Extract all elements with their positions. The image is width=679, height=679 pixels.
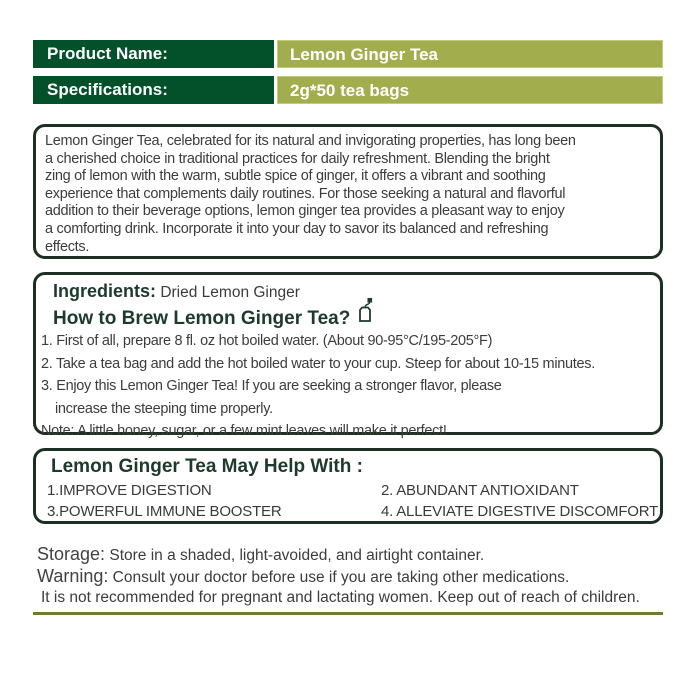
- description-line: a cherished choice in traditional practices for daily refreshment. Blending the bright: [45, 150, 550, 167]
- benefit-item-3: 3.POWERFUL IMMUNE BOOSTER: [47, 503, 282, 520]
- description-line: addition to their beverage options, lemon ginger tea provides a pleasant way to enjoy: [45, 203, 565, 220]
- brew-step-3: 3. Enjoy this Lemon Ginger Tea! If you are seeking a stronger flavor, please: [41, 378, 502, 395]
- benefit-item-4: 4. ALLEVIATE DIGESTIVE DISCOMFORT: [381, 503, 659, 520]
- specifications-row: [33, 76, 663, 104]
- description-box: [33, 124, 663, 259]
- description-line: a comforting drink. Incorporate it into your day to savor its balanced and refreshing: [45, 220, 549, 237]
- how-to-brew-heading: [41, 304, 654, 330]
- specifications-label: Specifications:: [33, 76, 274, 104]
- spec-table: [33, 40, 663, 104]
- product-name-value: Lemon Ginger Tea: [277, 40, 663, 68]
- description-line: zing of lemon with the warm, subtle spice of ginger, it offers a vibrant and soothing: [45, 168, 546, 185]
- description-line: experience that complements daily routines. For those seeking a natural and flavorful: [45, 185, 566, 202]
- warning-text: Consult your doctor before use if you are taking other medications.: [108, 569, 570, 586]
- storage-line: [37, 544, 663, 566]
- benefit-item-1: 1.IMPROVE DIGESTION: [47, 482, 212, 499]
- benefits-grid: [36, 481, 660, 522]
- bottom-divider: [33, 612, 663, 615]
- warning-label: Warning:: [37, 566, 109, 586]
- how-to-brew-title: How to Brew Lemon Ginger Tea?: [53, 308, 351, 329]
- brew-step-1: 1. First of all, prepare 8 fl. oz hot boiled water. (About 90-95°C/195-205°F): [41, 333, 493, 349]
- description-line: effects.: [45, 238, 90, 255]
- brew-note: Note: A little honey, sugar, or a few mint leaves will make it perfect!: [41, 423, 447, 440]
- product-name-label: Product Name:: [33, 40, 274, 68]
- brew-step-2: 2. Take a tea bag and add the hot boiled water to your cup. Steep for about 10-15 minutes.: [41, 355, 595, 372]
- benefits-title: Lemon Ginger Tea May Help With :: [51, 456, 363, 477]
- description-line: Lemon Ginger Tea, celebrated for its natural and invigorating properties, has long been: [45, 133, 576, 149]
- brew-step-3-continued: increase the steeping time properly.: [55, 400, 273, 417]
- warning-line-2: It is not recommended for pregnant and lactating women. Keep out of reach of children.: [41, 589, 640, 606]
- storage-label: Storage:: [37, 544, 106, 564]
- storage-text: Store in a shaded, light-avoided, and airtight container.: [105, 547, 485, 564]
- product-name-row: [33, 40, 663, 68]
- ingredients-value: Dried Lemon Ginger: [156, 284, 300, 301]
- specifications-value: 2g*50 tea bags: [277, 76, 663, 104]
- benefit-item-2: 2. ABUNDANT ANTIOXIDANT: [381, 482, 579, 499]
- benefits-box: [33, 448, 663, 524]
- warning-line: [37, 566, 663, 588]
- teabag-icon: [357, 297, 374, 329]
- brew-box: [33, 272, 663, 440]
- storage-warning-block: [37, 544, 663, 608]
- ingredients-line: [41, 281, 654, 304]
- ingredients-label: Ingredients:: [53, 281, 157, 301]
